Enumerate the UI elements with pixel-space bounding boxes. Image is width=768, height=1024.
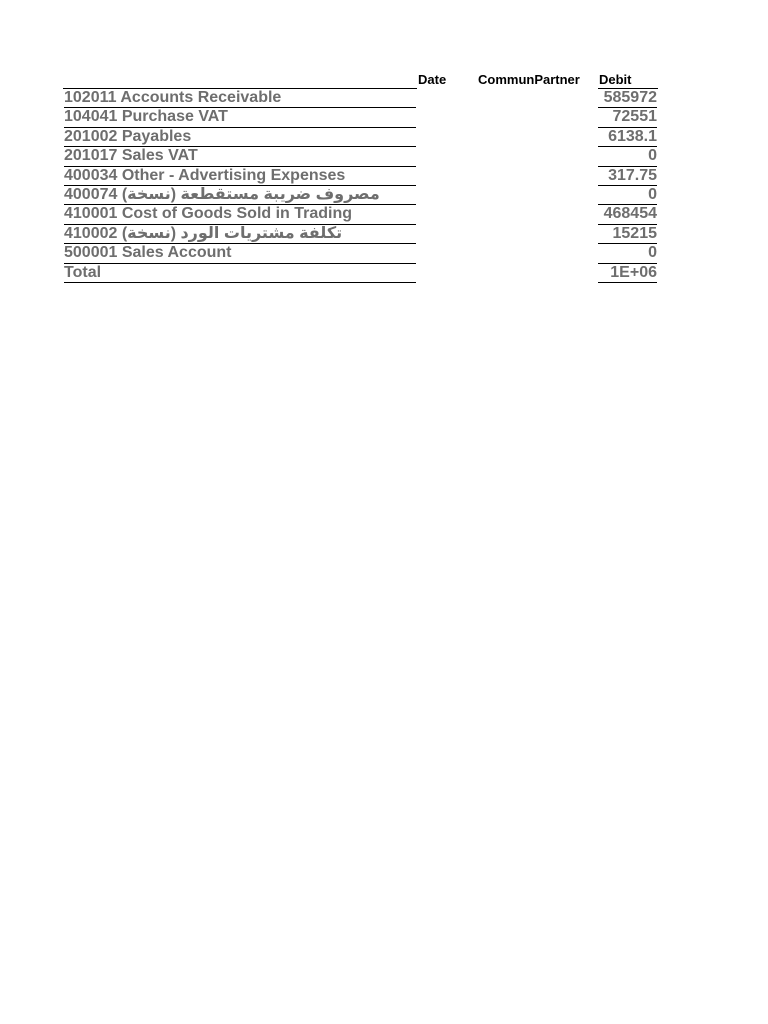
debit-cell: 15215 (598, 225, 657, 244)
total-row (63, 264, 663, 283)
table-row (63, 128, 663, 147)
account-cell: 400074 مصروف ضريبة مستقطعة (نسخة) (64, 186, 416, 205)
account-cell: 410002 تكلفة مشتريات الورد (نسخة) (64, 225, 416, 244)
table-row (63, 147, 663, 166)
account-cell: 104041 Purchase VAT (64, 108, 416, 127)
table-row (63, 108, 663, 127)
account-cell: 201017 Sales VAT (64, 147, 416, 166)
table-row (63, 244, 663, 263)
account-cell: 400034 Other - Advertising Expenses (64, 167, 416, 186)
account-cell: 500001 Sales Account (64, 244, 416, 263)
total-label: Total (64, 264, 416, 283)
account-cell: 201002 Payables (64, 128, 416, 147)
table-row (63, 167, 663, 186)
table-row (63, 89, 663, 108)
debit-cell: 72551 (598, 108, 657, 127)
account-cell: 102011 Accounts Receivable (64, 89, 416, 108)
debit-cell: 0 (598, 147, 657, 166)
column-header-row (63, 71, 663, 89)
debit-cell: 0 (598, 244, 657, 263)
debit-cell: 468454 (598, 205, 657, 224)
column-header-date: Date (418, 72, 447, 87)
debit-cell: 0 (598, 186, 657, 205)
column-header-partner: CommunPartner (478, 72, 580, 87)
table-row (63, 225, 663, 244)
debit-cell: 6138.1 (598, 128, 657, 147)
total-debit: 1E+06 (598, 264, 657, 283)
debit-cell: 317.75 (598, 167, 657, 186)
account-cell: 410001 Cost of Goods Sold in Trading (64, 205, 416, 224)
trial-balance-sheet (63, 71, 663, 283)
debit-cell: 585972 (598, 89, 657, 108)
table-row (63, 186, 663, 205)
column-header-debit: Debit (599, 72, 632, 87)
table-row (63, 205, 663, 224)
